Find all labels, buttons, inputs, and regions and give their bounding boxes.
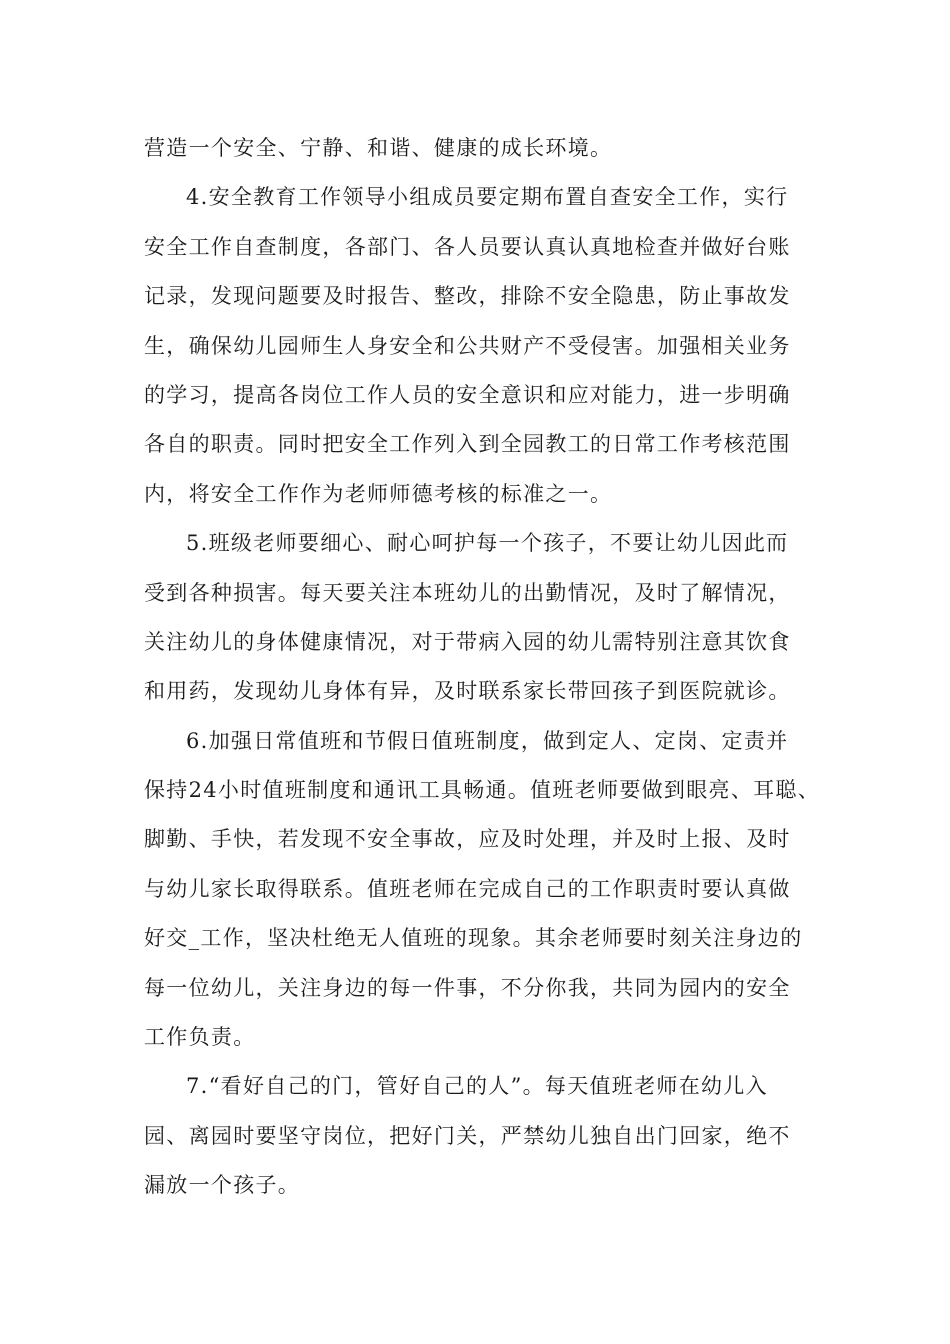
paragraph-item-6 [144, 717, 821, 1063]
text-line: 内，将安全工作作为老师师德考核的标准之一。 [144, 481, 613, 506]
text-line: 工作负责。 [144, 1025, 256, 1050]
text-line: 保持24小时值班制度和通讯工具畅通。值班老师要做到眼亮、耳聪、 [144, 778, 821, 803]
text-line: 与幼儿家长取得联系。值班老师在完成自己的工作职责时要认真做 [144, 876, 791, 901]
text-line: 安全工作自查制度，各部门、各人员要认真认真地检查并做好台账 [144, 234, 791, 259]
text-line: 每一位幼儿，关注身边的每一件事，不分你我，共同为园内的安全 [144, 975, 791, 1000]
text-line: 好交_工作，坚决杜绝无人值班的现象。其余老师要时刻关注身边的 [144, 926, 803, 951]
text-line: 的学习，提高各岗位工作人员的安全意识和应对能力，进一步明确 [144, 382, 791, 407]
paragraph-intro-tail [144, 124, 808, 173]
text-line: 脚勤、手快，若发现不安全事故，应及时处理，并及时上报、及时 [144, 827, 791, 852]
text-line: 关注幼儿的身体健康情况，对于带病入园的幼儿需特别注意其饮食 [144, 629, 791, 654]
text-line: 营造一个安全、宁静、和谐、健康的成长环境。 [144, 136, 613, 160]
text-line: 6.加强日常值班和节假日值班制度，做到定人、定岗、定责并 [186, 728, 789, 753]
text-line: 漏放一个孩子。 [144, 1173, 301, 1198]
text-line: 园、离园时要坚守岗位，把好门关，严禁幼儿独自出门回家，绝不 [144, 1123, 791, 1148]
paragraph-item-7 [144, 1062, 808, 1210]
paragraph-item-5 [144, 519, 808, 717]
text-line: 受到各种损害。每天要关注本班幼儿的出勤情况，及时了解情况， [144, 580, 791, 605]
text-line: 各自的职责。同时把安全工作列入到全园教工的日常工作考核范围 [144, 432, 791, 457]
text-line: 4.安全教育工作领导小组成员要定期布置自查安全工作，实行 [186, 185, 789, 210]
text-line: 7.“看好自己的门，管好自己的人”。每天值班老师在幼儿入 [186, 1074, 768, 1099]
text-line: 记录，发现问题要及时报告、整改，排除不安全隐患，防止事故发 [144, 284, 791, 309]
text-line: 生，确保幼儿园师生人身安全和公共财产不受侵害。加强相关业务 [144, 333, 791, 358]
text-line: 5.班级老师要细心、耐心呵护每一个孩子，不要让幼儿因此而 [186, 531, 789, 556]
paragraph-item-4 [144, 173, 808, 519]
document-body [144, 124, 821, 1211]
text-line: 和用药，发现幼儿身体有异，及时联系家长带回孩子到医院就诊。 [144, 679, 791, 704]
